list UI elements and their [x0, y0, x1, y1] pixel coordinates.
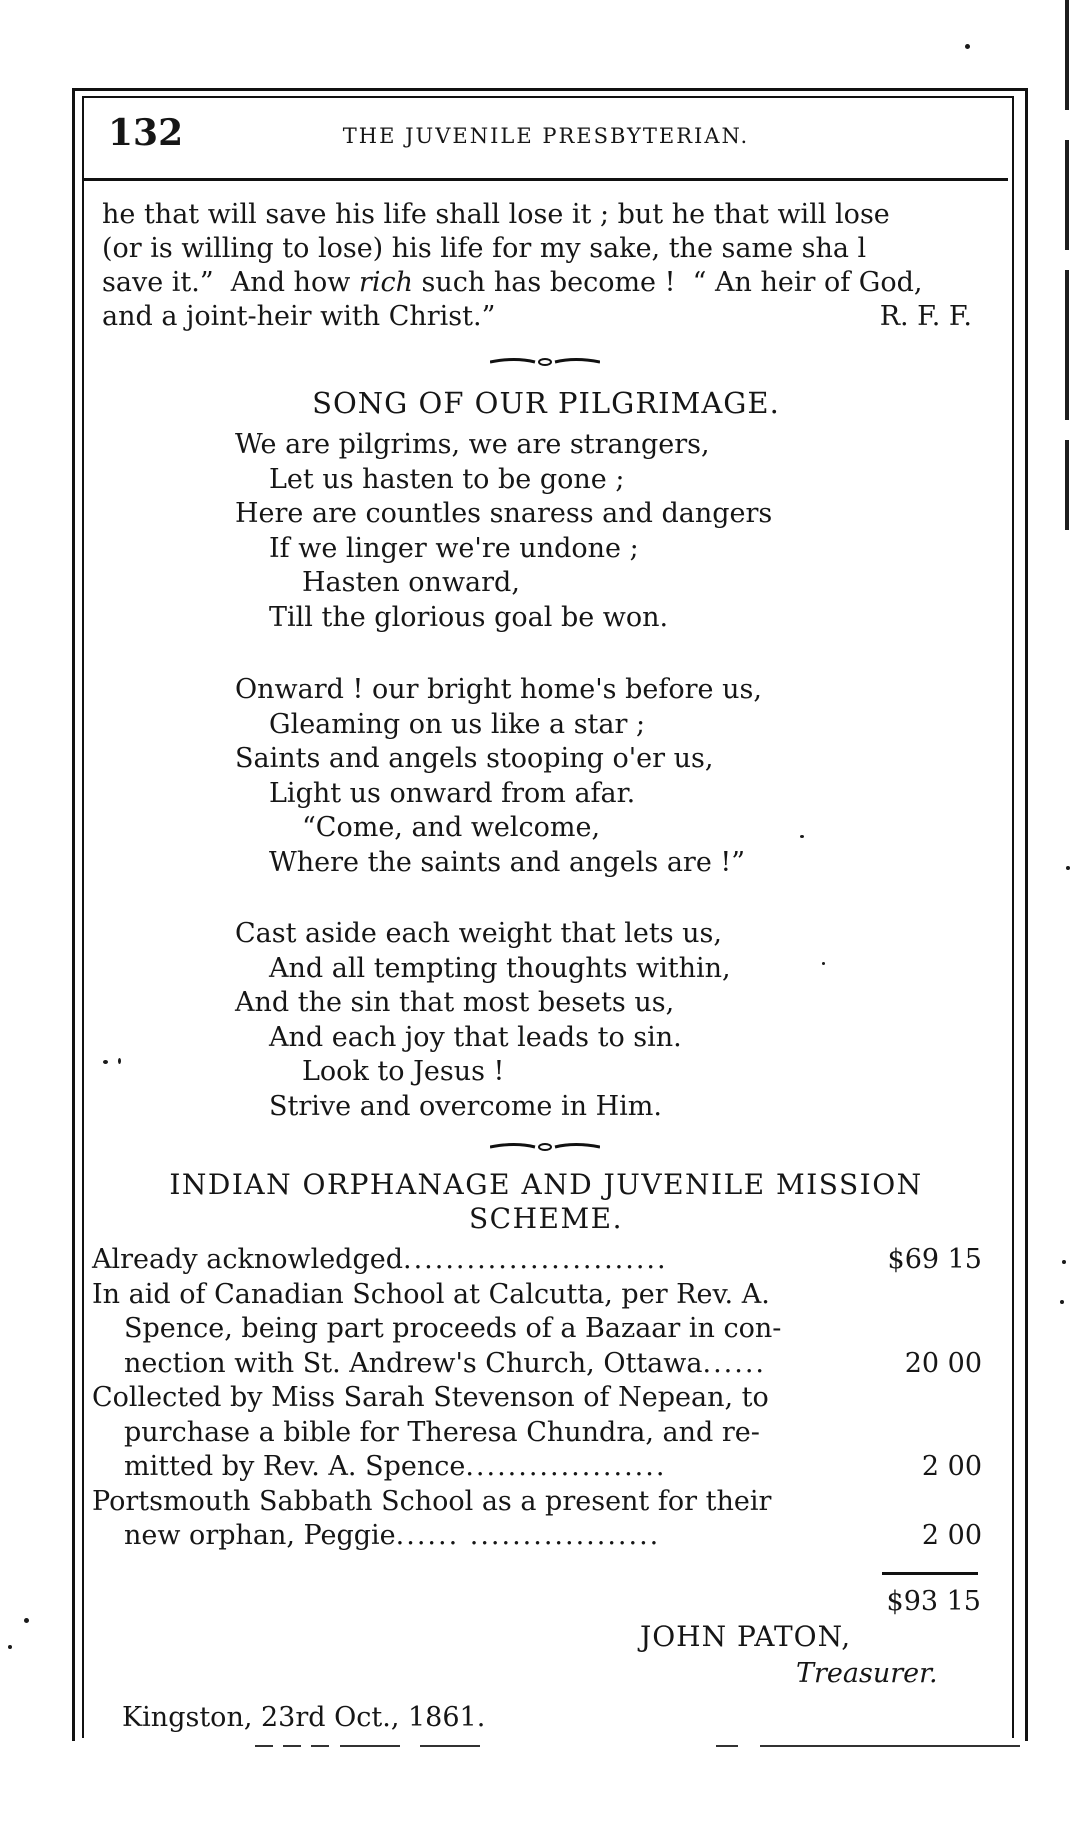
dateline: Kingston, 23rd Oct., 1861. — [122, 1702, 486, 1733]
scan-speck — [1062, 1260, 1066, 1264]
ledger-entry-text — [124, 1450, 666, 1485]
section-title-line: SCHEME. — [469, 1202, 623, 1235]
verse-line: And the sin that most besets us, — [235, 987, 675, 1018]
ledger-line — [92, 1450, 992, 1485]
ledger-entry-label: nection with St. Andrew's Church, Ottawa — [124, 1347, 703, 1379]
verse-line: Saints and angels stooping o'er us, — [235, 743, 714, 774]
leader-dots: ...... .................. — [395, 1520, 661, 1551]
ledger-entry-label: Portsmouth Sabbath School as a present for their — [92, 1485, 772, 1517]
divider-ornament — [490, 356, 600, 368]
leader-dots: ...... — [702, 1347, 766, 1379]
verse-line: Look to Jesus ! — [302, 1056, 505, 1087]
prose-line — [102, 300, 992, 334]
verse-line: Till the glorious goal be won. — [269, 601, 669, 633]
prose-text: and a joint-heir with Christ.” — [102, 301, 496, 332]
prose-paragraph — [102, 198, 992, 334]
ledger-total: $93 15 — [886, 1586, 981, 1617]
prose-text-container — [102, 266, 923, 300]
treasurer-title: Treasurer. — [796, 1658, 938, 1689]
ledger-entry-label: Collected by Miss Sarah Stevenson of Nepean, to — [92, 1382, 769, 1413]
poem-stanza — [235, 428, 772, 635]
ledger-line — [92, 1519, 992, 1554]
scan-speck — [8, 1645, 12, 1649]
ledger-line — [92, 1312, 992, 1347]
ledger-line — [92, 1381, 992, 1416]
ledger-amount: 2 00 — [921, 1451, 982, 1482]
verse-line: Cast aside each weight that lets us, — [235, 918, 722, 949]
verse-line: If we linger we're undone ; — [269, 532, 639, 564]
page-edge-mark — [1065, 0, 1069, 110]
verse-line: “Come, and welcome, — [302, 812, 601, 843]
bottom-rule-fragment — [311, 1745, 329, 1747]
verse-line: Where the saints and angels are !” — [269, 846, 746, 878]
verse-line: Let us hasten to be gone ; — [269, 463, 625, 495]
ledger-amount: $69 15 — [887, 1244, 982, 1275]
page-edge-mark — [1065, 440, 1069, 530]
verse-line: And each joy that leads to sin. — [269, 1021, 682, 1053]
ledger-entry-label: Spence, being part proceeds of a Bazaar in con- — [124, 1313, 782, 1344]
bottom-rule-fragment — [283, 1745, 301, 1747]
prose-text: save it.” And how — [102, 267, 359, 298]
verse-line: Hasten onward, — [302, 567, 520, 598]
bottom-rule-fragment — [255, 1745, 273, 1747]
author-initials: R. F. F. — [879, 301, 972, 332]
total-rule — [882, 1572, 978, 1575]
section-title — [82, 1168, 1010, 1236]
ledger — [92, 1243, 992, 1554]
ledger-line — [92, 1416, 992, 1451]
verse-line: Light us onward from afar. — [269, 777, 636, 809]
prose-text: (or is willing to lose) his life for my sake, the same sha l — [102, 233, 867, 264]
prose-line — [102, 266, 992, 300]
bottom-rule-fragment — [420, 1745, 480, 1747]
treasurer-name: JOHN PATON, — [640, 1620, 852, 1653]
ledger-amount: 20 00 — [904, 1347, 982, 1379]
bottom-rule-fragment — [340, 1745, 400, 1747]
ledger-entry-text — [124, 1519, 660, 1554]
verse-line: Here are countles snaress and dangers — [235, 498, 773, 529]
scan-speck — [1060, 1300, 1064, 1304]
leader-dots: ......................... — [403, 1244, 668, 1275]
page-header — [82, 112, 1010, 172]
prose-italic: rich — [358, 267, 413, 298]
poem-stanza — [235, 917, 731, 1124]
bottom-rule-fragment — [760, 1745, 1020, 1747]
ledger-line — [92, 1243, 992, 1278]
poem-title: SONG OF OUR PILGRIMAGE. — [312, 386, 780, 420]
section-title-line: INDIAN ORPHANAGE AND JUVENILE MISSION — [169, 1168, 923, 1201]
ledger-entry-label: mitted by Rev. A. Spence — [124, 1451, 466, 1482]
header-rule — [84, 178, 1008, 181]
ledger-line — [92, 1347, 992, 1382]
poem-stanza — [235, 673, 762, 880]
page-number: 132 — [108, 112, 184, 154]
verse-line: Gleaming on us like a star ; — [269, 708, 646, 740]
scan-speck — [24, 1618, 29, 1623]
scan-speck — [965, 44, 970, 49]
scan-speck — [1066, 866, 1070, 870]
prose-text: he that will save his life shall lose it ; but he that will lose — [102, 199, 890, 230]
leader-dots: ................... — [465, 1451, 667, 1482]
running-title: THE JUVENILE PRESBYTERIAN. — [342, 124, 750, 148]
prose-text: such has become ! “ An heir of God, — [412, 267, 923, 298]
ledger-entry-text — [92, 1243, 668, 1278]
prose-line — [102, 232, 992, 266]
ledger-amount: 2 00 — [921, 1520, 982, 1551]
verse-line: Strive and overcome in Him. — [269, 1090, 662, 1122]
ledger-entry-label: Already acknowledged — [92, 1244, 404, 1275]
bottom-rule-fragment — [716, 1745, 738, 1747]
ledger-entry-label: new orphan, Peggie — [124, 1520, 396, 1551]
ledger-entry-text — [124, 1347, 766, 1382]
verse-line: Onward ! our bright home's before us, — [235, 674, 762, 705]
ledger-entry-label: In aid of Canadian School at Calcutta, per Rev. A. — [92, 1278, 770, 1310]
prose-line — [102, 198, 992, 232]
page-edge-mark — [1065, 140, 1069, 250]
divider-ornament — [490, 1141, 600, 1153]
ledger-line — [92, 1485, 992, 1520]
ledger-entry-label: purchase a bible for Theresa Chundra, and re- — [124, 1416, 760, 1448]
page-edge-mark — [1065, 270, 1069, 420]
verse-line: And all tempting thoughts within, — [269, 952, 731, 984]
verse-line: We are pilgrims, we are strangers, — [235, 429, 710, 460]
ledger-line — [92, 1278, 992, 1313]
